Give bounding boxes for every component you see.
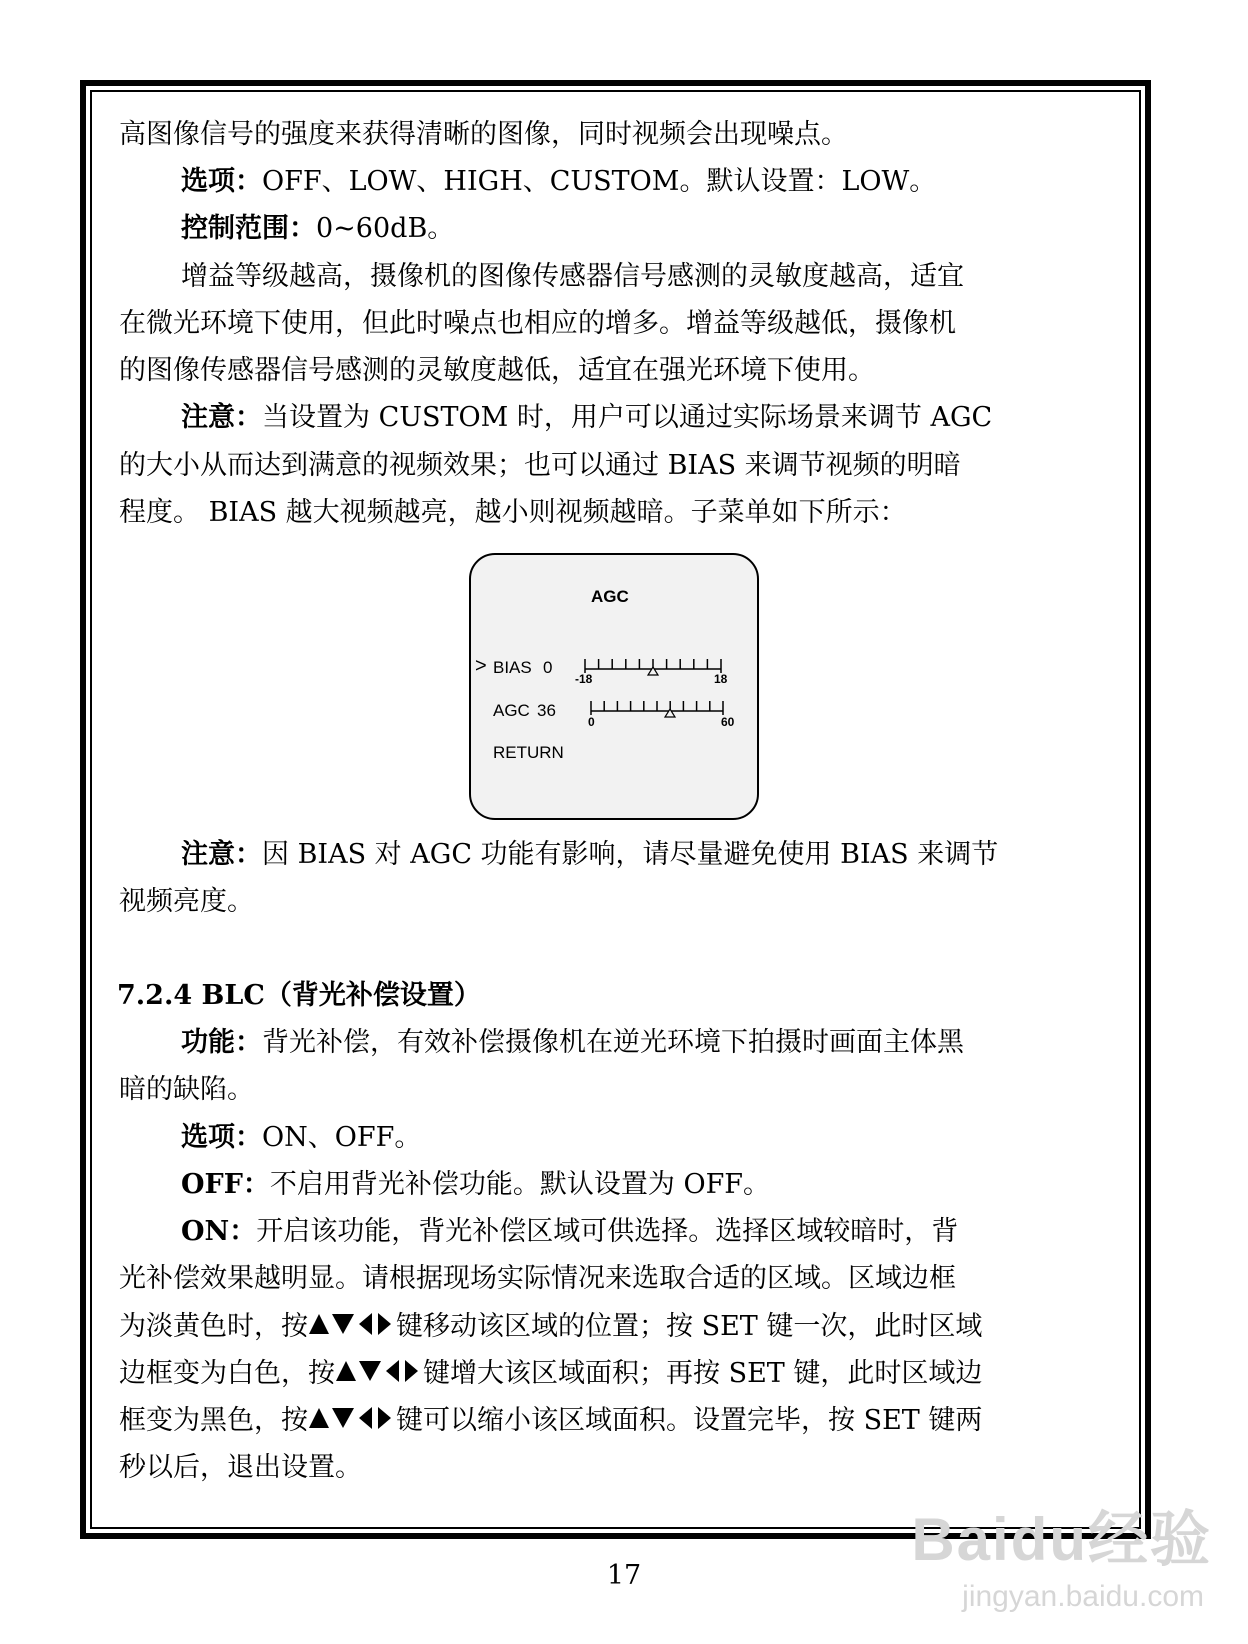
options-text: ON、OFF。: [262, 1122, 422, 1153]
line-text: 边框变为白色，按: [119, 1358, 335, 1389]
paragraph-line: 高图像信号的强度来获得清晰的图像，同时视频会出现噪点。: [119, 119, 848, 150]
on-label: ON：: [181, 1216, 257, 1247]
options-line: [181, 1115, 421, 1161]
note-line: [181, 832, 998, 878]
paragraph-line: 在微光环境下使用，但此时噪点也相应的增多。增益等级越低，摄像机: [119, 308, 956, 339]
agc-min-label: 0: [588, 715, 595, 729]
function-text: 背光补偿，有效补偿摄像机在逆光环境下拍摄时画面主体黑: [262, 1027, 964, 1058]
function-line: [181, 1020, 964, 1066]
osd-bias-label: BIAS: [493, 658, 532, 677]
paragraph-line: 秒以后，退出设置。: [119, 1452, 362, 1483]
osd-agc-value: 36: [537, 701, 556, 720]
osd-agc-label: AGC: [493, 701, 530, 720]
line-text: 键移动该区域的位置；按 SET 键一次，此时区域: [396, 1311, 983, 1342]
off-text: 不启用背光补偿功能。默认设置为 OFF。: [269, 1169, 771, 1200]
watermark-logo: Baidu经验: [911, 1506, 1212, 1573]
range-line: [181, 206, 454, 252]
off-line: [181, 1162, 770, 1208]
paragraph-line: 光补偿效果越明显。请根据现场实际情况来选取合适的区域。区域边框: [119, 1263, 956, 1294]
arrow-keys-icon: [335, 1355, 423, 1385]
bias-slider-marker: [648, 667, 658, 675]
line-text: 键增大该区域面积；再按 SET 键，此时区域边: [423, 1358, 983, 1389]
osd-bias-value: 0: [543, 658, 553, 677]
options-label: 选项：: [181, 1122, 262, 1153]
off-label: OFF：: [181, 1169, 270, 1200]
options-line: [181, 159, 936, 205]
agc-osd-menu: [469, 553, 759, 820]
note-text: 当设置为 CUSTOM 时，用户可以通过实际场景来调节 AGC: [262, 402, 993, 433]
page-number: 17: [606, 1560, 642, 1591]
osd-return-item: RETURN: [493, 743, 564, 762]
line-text: 框变为黑色，按: [119, 1405, 308, 1436]
watermark-url: jingyan.baidu.com: [962, 1580, 1204, 1613]
range-text: 0~60dB。: [316, 213, 455, 244]
agc-slider-marker: [665, 709, 675, 717]
note-text: 因 BIAS 对 AGC 功能有影响，请尽量避免使用 BIAS 来调节: [262, 839, 999, 870]
paragraph-line: [119, 1304, 982, 1350]
paragraph-line: 视频亮度。: [119, 886, 254, 917]
line-text: 键可以缩小该区域面积。设置完毕，按 SET 键两: [396, 1405, 983, 1436]
paragraph-line: 程度。 BIAS 越大视频越亮，越小则视频越暗。子菜单如下所示：: [119, 497, 907, 528]
agc-max-label: 60: [721, 715, 735, 729]
paragraph-line: 的图像传感器信号感测的灵敏度越低，适宜在强光环境下使用。: [119, 355, 875, 386]
bias-max-label: 18: [714, 672, 728, 686]
note-label: 注意：: [181, 402, 262, 433]
on-text: 开启该功能，背光补偿区域可供选择。选择区域较暗时，背: [256, 1216, 959, 1247]
on-line: [181, 1209, 958, 1255]
osd-title: AGC: [591, 587, 629, 606]
section-heading: 7.2.4 BLC（背光补偿设置）: [117, 980, 481, 1011]
note-line: [181, 395, 992, 441]
function-label: 功能：: [181, 1027, 262, 1058]
paragraph-line: 的大小从而达到满意的视频效果；也可以通过 BIAS 来调节视频的明暗: [119, 450, 961, 481]
paragraph-line: 增益等级越高，摄像机的图像传感器信号感测的灵敏度越高，适宜: [181, 261, 964, 292]
arrow-keys-icon: [308, 1308, 396, 1338]
paragraph-line: [119, 1398, 982, 1444]
cursor-icon: >: [475, 655, 487, 677]
options-label: 选项：: [181, 166, 262, 197]
bias-min-label: -18: [575, 672, 593, 686]
options-text: OFF、LOW、HIGH、CUSTOM。默认设置：LOW。: [262, 166, 937, 197]
paragraph-line: 暗的缺陷。: [119, 1074, 254, 1105]
line-text: 为淡黄色时，按: [119, 1311, 308, 1342]
paragraph-line: [119, 1351, 982, 1397]
arrow-keys-icon: [308, 1402, 396, 1432]
note-label: 注意：: [181, 839, 262, 870]
range-label: 控制范围：: [181, 213, 316, 244]
